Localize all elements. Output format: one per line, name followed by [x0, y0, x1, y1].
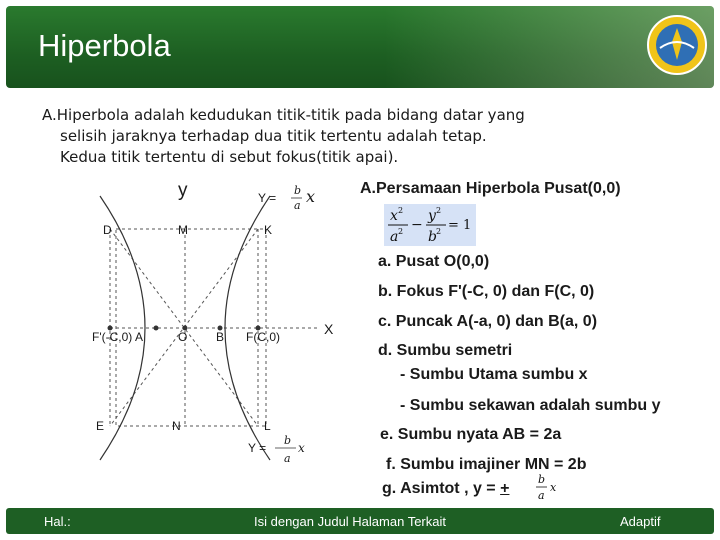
x-axis-label: X	[324, 321, 334, 337]
item-d1-main-axis: - Sumbu Utama sumbu x	[400, 366, 588, 383]
eq-y-sq: 2	[436, 206, 442, 215]
footer-center-title: Isi dengan Judul Halaman Terkait	[254, 514, 446, 529]
frac-var-bottom: x	[298, 441, 305, 455]
item-f-imaginary-axis: f. Sumbu imajiner MN = 2b	[386, 456, 587, 473]
label-m: M	[178, 223, 188, 237]
eq-x-sq: 2	[398, 206, 404, 215]
item-a-center: a. Pusat O(0,0)	[378, 253, 490, 270]
label-o: O	[178, 330, 188, 344]
standard-equation-box	[384, 204, 476, 246]
label-l: L	[264, 419, 271, 433]
frac-var-top: x	[306, 187, 316, 206]
eq-a-sq: 2	[398, 227, 404, 236]
label-d: D	[103, 223, 112, 237]
frac-den-top: a	[294, 199, 301, 212]
point-a	[154, 326, 159, 331]
label-f2: F(C,0)	[246, 330, 280, 344]
eq-y: y	[428, 208, 436, 224]
eq-equals-one: = 1	[448, 218, 472, 233]
item-e-real-axis: e. Sumbu nyata AB = 2a	[380, 426, 562, 443]
eq-b-sq: 2	[436, 227, 442, 236]
y-axis-label: y	[178, 180, 188, 201]
label-n: N	[172, 419, 181, 433]
footer-right-label: Adaptif	[620, 514, 661, 529]
asym-frac-num: b	[538, 473, 546, 486]
label-b: B	[216, 330, 225, 344]
eq-b: b	[428, 229, 437, 245]
label-k: K	[264, 223, 273, 237]
frac-num-top: b	[294, 184, 302, 197]
definition-line-3: Kedua titik tertentu di sebut fokus(titik apai).	[60, 148, 399, 166]
frac-num-bottom: b	[284, 434, 292, 447]
plus-minus-sign: +	[500, 480, 510, 497]
hyperbola-diagram	[70, 176, 360, 466]
asymptote-fraction	[534, 472, 564, 504]
eq-a: a	[390, 229, 399, 245]
label-e: E	[96, 419, 105, 433]
emblem-logo-icon	[646, 14, 708, 76]
page-title: Hiperbola	[38, 28, 171, 63]
definition-line-1: A.Hiperbola adalah kedudukan titik-titik pada bidang datar yang	[42, 106, 525, 124]
item-c-vertex: c. Puncak A(-a, 0) dan B(a, 0)	[378, 313, 598, 330]
asymptote-top-label: Y =	[258, 191, 277, 205]
item-g-asymptote	[382, 480, 509, 498]
asymptote-bottom-label: Y =	[248, 441, 267, 455]
definition-line-2: selisih jaraknya terhadap dua titik tertentu adalah tetap.	[60, 127, 487, 145]
label-f1-a: F'(-C,0) A	[92, 330, 143, 344]
definition-paragraph	[42, 105, 525, 168]
frac-den-bottom: a	[284, 452, 291, 465]
asymptote-text: g. Asimtot , y =	[382, 480, 496, 497]
eq-x: x	[390, 208, 398, 224]
equation-heading: A.Persamaan Hiperbola Pusat(0,0)	[360, 180, 621, 197]
eq-minus: −	[411, 217, 423, 233]
asym-frac-den: a	[538, 489, 545, 502]
item-d-symmetry: d. Sumbu semetri	[378, 342, 513, 359]
item-d2-conjugate-axis: - Sumbu sekawan adalah sumbu y	[400, 397, 661, 414]
item-b-focus: b. Fokus F'(-C, 0) dan F(C, 0)	[378, 283, 595, 300]
footer-page-label: Hal.:	[44, 514, 71, 529]
asym-frac-var: x	[550, 481, 557, 494]
